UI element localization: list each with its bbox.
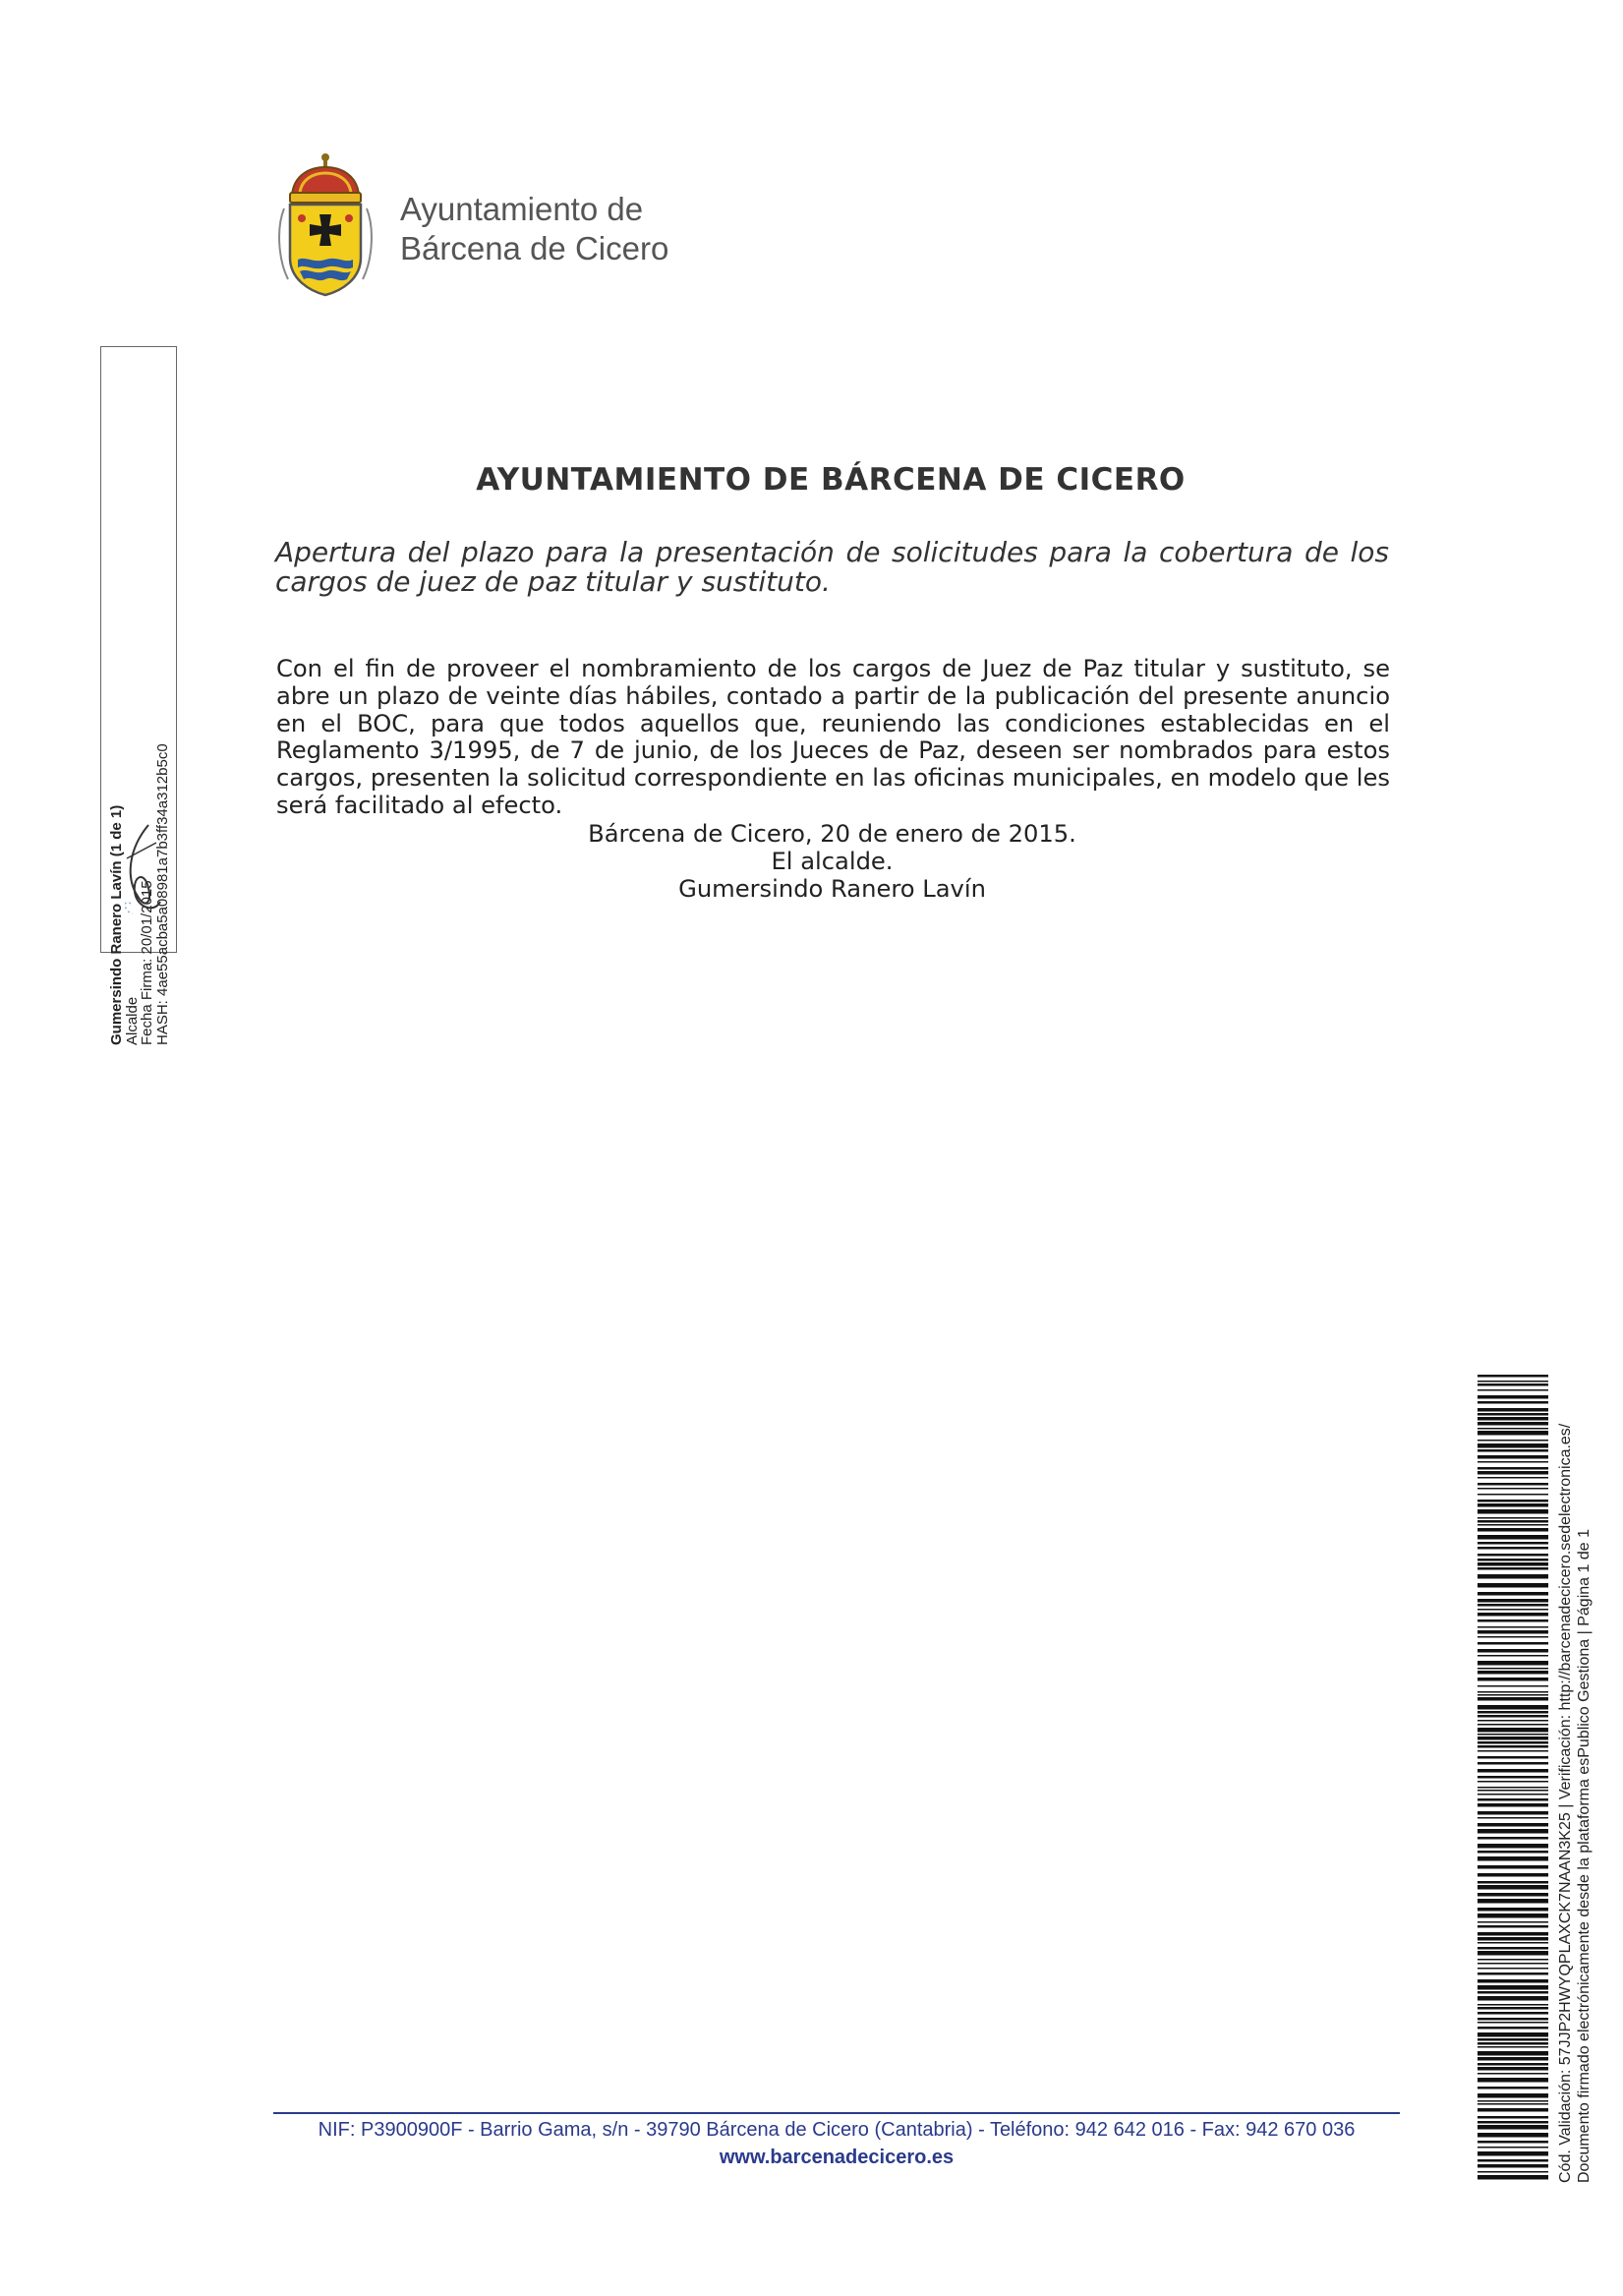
organization-name (400, 190, 668, 268)
barcode-stripe (1478, 1383, 1548, 1386)
barcode-stripe (1478, 1381, 1548, 1383)
barcode-stripe (1478, 1461, 1548, 1463)
barcode-stripe (1478, 1697, 1548, 1701)
barcode-stripe (1478, 2022, 1548, 2024)
barcode-stripe (1478, 2046, 1548, 2048)
barcode-stripe (1478, 1985, 1548, 1990)
barcode-stripe (1478, 1745, 1548, 1748)
barcode-stripe (1478, 2018, 1548, 2021)
barcode-stripe (1478, 1488, 1548, 1490)
barcode-stripe (1478, 1431, 1548, 1436)
barcode-stripe (1478, 1756, 1548, 1759)
barcode-stripe (1478, 2159, 1548, 2162)
barcode-stripe (1478, 1668, 1548, 1670)
barcode-stripe (1478, 1517, 1548, 1519)
barcode-stripe (1478, 1959, 1548, 1961)
barcode-stripe (1478, 1932, 1548, 1936)
barcode-stripe (1478, 2141, 1548, 2144)
barcode-stripe (1478, 1483, 1548, 1486)
barcode-stripe (1478, 1968, 1548, 1970)
barcode-stripe (1478, 1865, 1548, 1869)
barcode-stripe (1478, 2042, 1548, 2045)
barcode-stripe (1478, 1823, 1548, 1827)
barcode-stripe (1478, 2087, 1548, 2090)
barcode-stripe (1478, 1991, 1548, 1994)
barcode-stripe (1478, 1837, 1548, 1840)
barcode-stripe (1478, 1389, 1548, 1391)
barcode-stripe (1478, 2164, 1548, 2168)
barcode-stripe (1478, 2057, 1548, 2061)
barcode-stripe (1478, 1520, 1548, 1523)
barcode-stripe (1478, 1408, 1548, 1412)
barcode-stripe (1478, 1661, 1548, 1666)
barcode-stripe (1478, 1803, 1548, 1807)
barcode-stripe (1478, 1528, 1548, 1532)
barcode-stripe (1478, 2147, 1548, 2149)
signer-role: Alcalde (123, 996, 141, 1045)
coat-of-arms-logo (278, 149, 373, 297)
barcode-stripe (1478, 1913, 1548, 1918)
barcode-stripe (1478, 1711, 1548, 1714)
document-subtitle: Apertura del plazo para la presentación de solicitudes para la cobertura de los cargos de juez de paz titular y sustituto. (275, 536, 1389, 598)
barcode-stripe (1478, 1395, 1548, 1399)
barcode-stripe (1478, 2038, 1548, 2041)
barcode-stripe (1478, 1401, 1548, 1404)
barcode-stripe (1478, 1678, 1548, 1681)
barcode-stripe (1478, 1583, 1548, 1588)
validation-code: Cód. Validación: 57JJP2HWYQPLAXCK7NAAN3K25 | Verificación: http://barcenadecicero.sedelectronica.es/ (1557, 1423, 1574, 2183)
barcode-stripe (1478, 1893, 1548, 1897)
barcode-stripe (1478, 1671, 1548, 1675)
barcode-stripe (1478, 2012, 1548, 2015)
barcode-stripe (1478, 1921, 1548, 1923)
barcode-stripe (1478, 1592, 1548, 1596)
signer-name: Gumersindo Ranero Lavín (1 de 1) (108, 804, 125, 1045)
barcode-stripe (1478, 1636, 1548, 1638)
barcode-stripe (1478, 2073, 1548, 2075)
barcode-stripe (1478, 1728, 1548, 1733)
handwritten-signature-icon (119, 819, 166, 917)
barcode-stripe (1478, 1655, 1548, 1657)
barcode-stripe (1478, 1908, 1548, 1912)
barcode-stripe (1478, 1626, 1548, 1628)
electronic-signature-box (100, 346, 177, 1045)
document-body: Con el fin de proveer el nombramiento de los cargos de Juez de Paz titular y sustituto, se abre un plazo de veinte días hábiles, contado a partir de la publicación del presente anuncio en el BOC, para que todos aquellos que, reuniendo las condiciones establecidas en el Reglamento 3/1995, de 7 de junio, de los Jueces de Paz, deseen ser nombrados para estos cargos, presenten la solicitud correspondiente en las oficinas municipales, en modelo que les será facilitado al efecto. (276, 655, 1390, 819)
barcode-stripe (1478, 1844, 1548, 1849)
barcode-stripe (1478, 1422, 1548, 1426)
barcode-stripe (1478, 2004, 1548, 2006)
document-title: AYUNTAMIENTO DE BÁRCENA DE CICERO (476, 462, 1186, 498)
barcode-stripe (1478, 1942, 1548, 1944)
footer-website: www.barcenadecicero.es (719, 2147, 955, 2168)
barcode-stripe (1478, 1574, 1548, 1579)
barcode-stripe (1478, 1925, 1548, 1928)
barcode-stripe (1478, 1547, 1548, 1550)
footer-divider (273, 2112, 1400, 2114)
barcode-stripe (1478, 2093, 1548, 2098)
signer-full-name: Gumersindo Ranero Lavín (678, 875, 986, 903)
org-name-line1: Ayuntamiento de (400, 191, 644, 227)
barcode-stripe (1478, 1794, 1548, 1796)
barcode-stripe (1478, 1599, 1548, 1603)
signer-title: El alcalde. (771, 848, 894, 875)
barcode-stripe (1478, 2171, 1548, 2173)
barcode-stripe (1478, 1720, 1548, 1722)
barcode-stripe (1478, 2121, 1548, 2124)
barcode-stripe (1478, 1798, 1548, 1801)
barcode-stripe (1478, 2133, 1548, 2138)
barcode-stripe (1478, 2032, 1548, 2037)
barcode-stripe (1478, 1829, 1548, 1834)
barcode-stripe (1478, 1413, 1548, 1416)
barcode-stripe (1478, 1524, 1548, 1526)
barcode-stripe (1478, 1787, 1548, 1789)
barcode-stripe (1478, 1554, 1548, 1557)
barcode-stripe (1478, 1762, 1548, 1765)
barcode-stripe (1478, 1562, 1548, 1566)
signature-block (275, 820, 1389, 903)
barcode-stripe (1478, 2125, 1548, 2130)
barcode-stripe (1478, 1428, 1548, 1430)
barcode-stripe (1478, 1972, 1548, 1975)
barcode-stripe (1478, 2063, 1548, 2066)
barcode-stripe (1478, 1630, 1548, 1634)
barcode-stripe (1478, 1817, 1548, 1819)
barcode-stripe (1478, 1750, 1548, 1752)
footer-address: NIF: P3900900F - Barrio Gama, s/n - 39790 Bárcena de Cicero (Cantabria) - Teléfono: 942 642 016 - Fax: 942 670 036 (318, 2119, 1356, 2141)
barcode-stripe (1478, 1649, 1548, 1653)
barcode-stripe (1478, 2027, 1548, 2030)
barcode-stripe (1478, 1737, 1548, 1740)
barcode-stripe (1478, 1947, 1548, 1950)
barcode-stripe (1478, 1899, 1548, 1904)
validation-platform: Documento firmado electrónicamente desde la plataforma esPublico Gestiona | Página 1 de 1 (1576, 1529, 1593, 2183)
barcode-stripe (1478, 2103, 1548, 2105)
barcode-stripe (1478, 1951, 1548, 1956)
barcode-stripe (1478, 2116, 1548, 2119)
barcode-stripe (1478, 1790, 1548, 1792)
signature-hash: HASH: 4ae55acba5a08981a7b3ff34a312b5c0 (153, 743, 171, 1045)
barcode-stripe (1478, 1691, 1548, 1693)
barcode-stripe (1478, 1467, 1548, 1470)
barcode-stripe (1478, 1851, 1548, 1854)
barcode-stripe (1478, 1776, 1548, 1779)
barcode-stripe (1478, 1979, 1548, 1983)
signature-details (109, 455, 170, 1045)
signature-date: Fecha Firma: 20/01/2015 (139, 880, 155, 1045)
barcode-stripe (1478, 1535, 1548, 1540)
barcode-stripe (1478, 1996, 1548, 2001)
barcode-stripe (1478, 2067, 1548, 2071)
barcode-stripe (1478, 1741, 1548, 1744)
barcode-stripe (1478, 1440, 1548, 1442)
barcode-stripe (1478, 2108, 1548, 2112)
barcode-stripe (1478, 1613, 1548, 1617)
barcode-stripe (1478, 1734, 1548, 1736)
barcode-stripe (1478, 1500, 1548, 1502)
place-date: Bárcena de Cicero, 20 de enero de 2015. (588, 820, 1076, 848)
barcode-stripe (1478, 1542, 1548, 1545)
barcode-stripe (1478, 1963, 1548, 1965)
barcode-stripe (1478, 1705, 1548, 1710)
barcode-stripe (1478, 1724, 1548, 1726)
validation-barcode (1478, 1375, 1548, 2181)
barcode-stripe (1478, 1769, 1548, 1773)
barcode-stripe (1478, 1494, 1548, 1496)
barcode-stripe (1478, 1503, 1548, 1507)
barcode-stripe (1478, 1885, 1548, 1890)
barcode-stripe (1478, 1509, 1548, 1514)
validation-text (1556, 1367, 1603, 2183)
barcode-stripe (1478, 1873, 1548, 1877)
barcode-stripe (1478, 1781, 1548, 1783)
barcode-stripe (1478, 1881, 1548, 1884)
barcode-stripe (1478, 1477, 1548, 1479)
barcode-stripe (1478, 1609, 1548, 1611)
barcode-stripe (1478, 1455, 1548, 1459)
barcode-stripe (1478, 2100, 1548, 2102)
barcode-stripe (1478, 2007, 1548, 2010)
barcode-stripe (1478, 1856, 1548, 1861)
barcode-stripe (1478, 1642, 1548, 1645)
barcode-stripe (1478, 1715, 1548, 1718)
barcode-stripe (1478, 1567, 1548, 1570)
org-name-line2: Bárcena de Cicero (400, 230, 669, 266)
barcode-stripe (1478, 2151, 1548, 2156)
barcode-stripe (1478, 2175, 1548, 2180)
barcode-stripe (1478, 1443, 1548, 1448)
barcode-stripe (1478, 1449, 1548, 1452)
barcode-stripe (1478, 1559, 1548, 1561)
barcode-stripe (1478, 2078, 1548, 2083)
barcode-stripe (1478, 1375, 1548, 1378)
barcode-stripe (1478, 1417, 1548, 1421)
barcode-stripe (1478, 1619, 1548, 1622)
barcode-stripe (1478, 1604, 1548, 1607)
barcode-stripe (1478, 1811, 1548, 1815)
barcode-stripe (1478, 2051, 1548, 2056)
barcode-stripe (1478, 1694, 1548, 1696)
barcode-stripe (1478, 1471, 1548, 1475)
barcode-stripe (1478, 1937, 1548, 1941)
barcode-stripe (1478, 1685, 1548, 1687)
